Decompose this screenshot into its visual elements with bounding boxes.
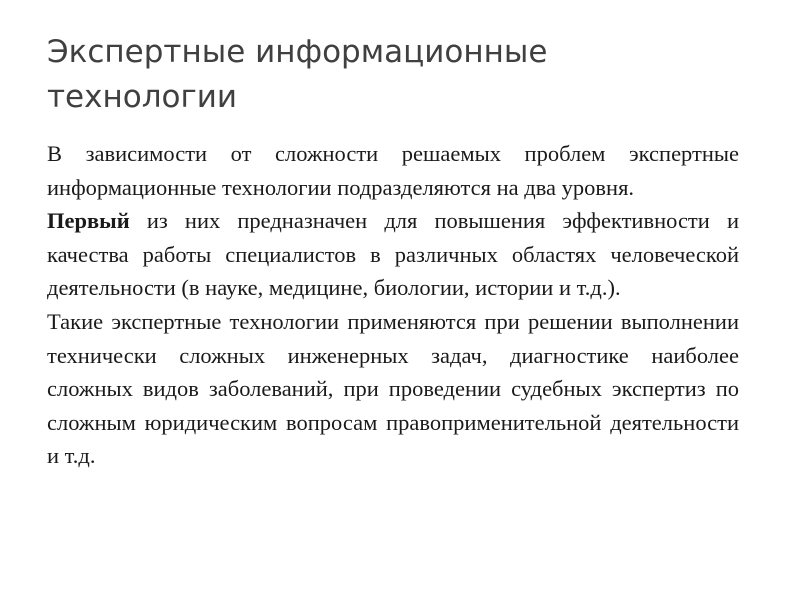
paragraph-applications: Такие экспертные технологии применяются при решении выполнении технически сложных инженерных задач, диагностике наиболее сложных видов заболеваний, при проведении судебных экспертиз по сложным юридическим вопросам правоприменительной деятельности и т.д. [47, 308, 739, 469]
slide-title: Экспертные информационные технологии [47, 34, 548, 115]
paragraph-first-level-lead: Первый [47, 208, 130, 234]
paragraph-levels: В зависимости от сложности решаемых проблем экспертные информационные технологии подразделяются на два уровня. [47, 141, 739, 200]
slide-body [47, 137, 739, 473]
paragraph-first-level-text: из них предназначен для повышения эффективности и качества работы специалистов в различных областях человеческой деятельности (в науке, медицине, биологии, истории и т.д.). [47, 208, 739, 301]
paragraph-first-level [47, 204, 739, 305]
